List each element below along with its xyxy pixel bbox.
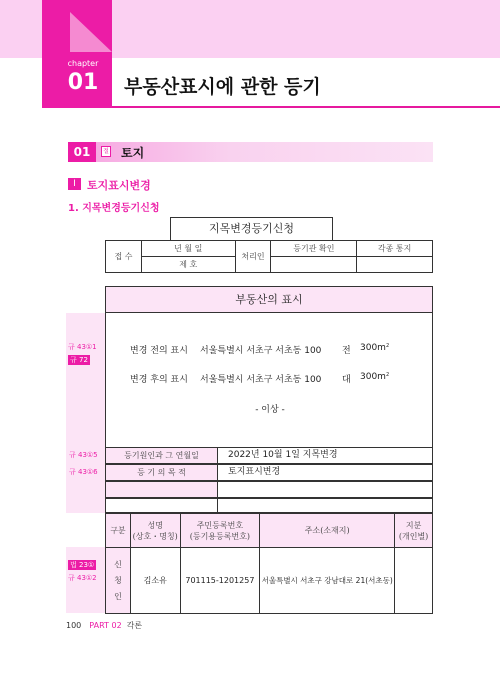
header-rule bbox=[100, 106, 500, 108]
form-header: 부동산의 표시 bbox=[105, 286, 433, 313]
before-label: 변경 전의 표시 bbox=[130, 346, 188, 356]
purpose-row bbox=[66, 464, 433, 481]
section-tag: 절 bbox=[101, 146, 111, 157]
reference-column-top bbox=[66, 313, 105, 447]
ref-tag: 규 43①6 bbox=[66, 464, 105, 481]
blank-label-cell bbox=[105, 498, 218, 513]
ref-tag-highlight: 법 23① bbox=[70, 561, 95, 569]
applicant-role: 신 청 인 bbox=[106, 548, 131, 614]
section-number: 01 bbox=[68, 142, 96, 162]
ref-tag: 규 43①1 bbox=[68, 343, 97, 351]
blank-row bbox=[66, 498, 433, 513]
notices-label: 각종 통지 bbox=[357, 241, 433, 257]
footer-part: PART 02 bbox=[89, 621, 122, 630]
receipt-table bbox=[105, 240, 433, 273]
applicant-id: 701115-1201257 bbox=[180, 548, 260, 614]
after-area: $300m^2$ bbox=[360, 372, 390, 382]
before-category: 전 bbox=[342, 346, 351, 356]
blank-row bbox=[66, 481, 433, 498]
processor-label: 처리인 bbox=[235, 241, 271, 273]
subsection-title: 토지표시변경 bbox=[87, 179, 151, 192]
registry-check-label: 등기관 확인 bbox=[271, 241, 357, 257]
col-address: 주소(소재지) bbox=[260, 514, 395, 548]
after-address: 서울특별시 서초구 서초동 100 bbox=[200, 375, 322, 385]
application-title: 지목변경등기신청 bbox=[170, 217, 333, 240]
purpose-label: 등 기 의 목 적 bbox=[105, 464, 218, 481]
after-category: 대 bbox=[342, 375, 351, 385]
col-share: 지분 (개인별) bbox=[395, 514, 433, 548]
ref-cell-empty bbox=[66, 498, 105, 513]
registry-check-cell bbox=[271, 257, 357, 273]
chapter-word: chapter bbox=[67, 59, 99, 68]
after-label: 변경 후의 표시 bbox=[130, 375, 188, 385]
applicant-name: 김소유 bbox=[130, 548, 180, 614]
purpose-value: 토지표시변경 bbox=[218, 464, 433, 481]
applicant-address: 서울특별시 서초구 강남대로 21(서초동) bbox=[260, 548, 395, 614]
blank-value-cell bbox=[218, 498, 433, 513]
applicant-table bbox=[105, 513, 433, 614]
number-label: 제 호 bbox=[141, 257, 235, 273]
footer-section: 각론 bbox=[126, 621, 143, 630]
blank-label-cell bbox=[105, 481, 218, 498]
subsection-number: I bbox=[68, 178, 81, 190]
section-title: 토지 bbox=[121, 146, 145, 160]
before-area: $300m^2$ bbox=[360, 343, 390, 353]
ref-tag: 규 43①2 bbox=[68, 574, 97, 582]
page-number: 100 bbox=[66, 621, 82, 630]
col-role: 구분 bbox=[106, 514, 131, 548]
blank-value-cell bbox=[218, 481, 433, 498]
cause-label: 등기원인과 그 연월일 bbox=[105, 447, 218, 464]
applicant-share bbox=[395, 548, 433, 614]
col-id: 주민등록번호 (등기용등록번호) bbox=[180, 514, 260, 548]
chapter-title: 부동산표시에 관한 등기 bbox=[124, 76, 321, 98]
before-address: 서울특별시 서초구 서초동 100 bbox=[200, 346, 322, 356]
chapter-number: 01 bbox=[67, 70, 99, 95]
reception-label: 접 수 bbox=[106, 241, 142, 273]
end-mark: - 이상 - bbox=[255, 405, 285, 415]
page-footer bbox=[66, 620, 142, 631]
ref-tag-highlight: 규 72 bbox=[70, 356, 88, 364]
date-label: 년 월 일 bbox=[141, 241, 235, 257]
item-title: 1. 지목변경등기신청 bbox=[68, 203, 160, 214]
cause-row bbox=[66, 447, 433, 464]
ref-tag: 규 43①5 bbox=[66, 447, 105, 464]
cause-value: 2022년 10월 1일 지목변경 bbox=[218, 447, 433, 464]
ref-cell-empty bbox=[66, 481, 105, 498]
chapter-fold-shape bbox=[70, 12, 112, 52]
notices-cell bbox=[357, 257, 433, 273]
col-name: 성명 (상호・명칭) bbox=[130, 514, 180, 548]
